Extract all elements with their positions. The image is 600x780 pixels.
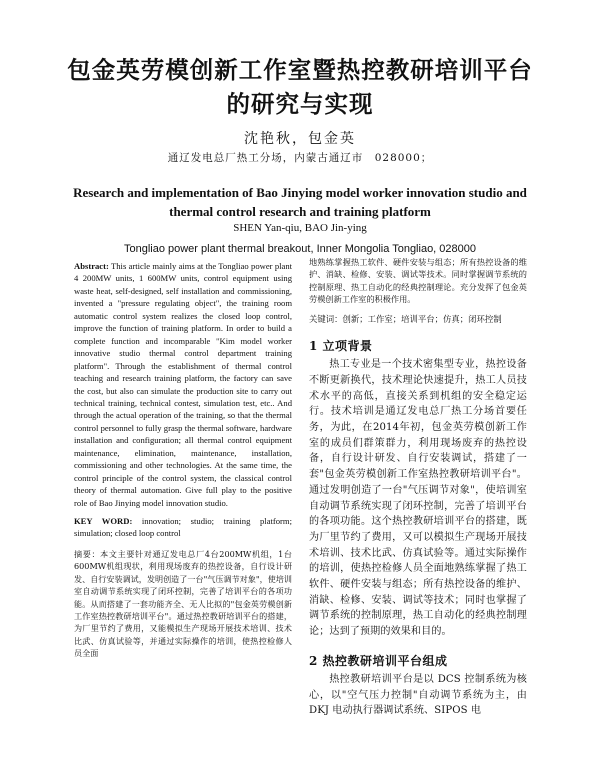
paper-title-en-line2: thermal control research and training platform — [169, 204, 431, 219]
section-2-heading: 2 热控教研培训平台组成 — [309, 653, 448, 668]
abstract-cn-text: 本文主要针对通辽发电总厂4台200MW机组，1台600MW机组现状，利用现场废弃的热控设备，自行设计研发、自行安装调试，发明创造了一台"气压调节对象"，使培训室自动调节系统实现了闭环控制，完善了培训平台的各项功能。从而搭建了一套功能齐全、无人比拟的"包金英劳模创新工作室热控教研培训平台"。通过热控教研培训平台的搭建，为厂里节约了费用，又能模拟生产现场开展技术培训、技术比武、仿真试验等，并通过实际操作的培训，使热控检修人员全面 — [74, 548, 292, 659]
affiliation-cn: 通辽发电总厂热工分场，内蒙古通辽市 028000； — [167, 152, 433, 164]
abstract-cn-label: 摘要： — [74, 548, 101, 559]
paper-title-cn-line2: 的研究与实现 — [226, 90, 374, 118]
section-1-heading: 1 立项背景 — [309, 339, 373, 354]
keywords-en-text: innovation; studio; training platform; simulation; closed loop control — [74, 516, 292, 539]
affiliation-en: Tongliao power plant thermal breakout, Inner Mongolia Tongliao, 028000 — [123, 243, 477, 255]
keywords-cn — [309, 313, 527, 325]
abstract-en-text: This article mainly aims at the Tongliao power plant 4 200MW units, 1 600MW units, control equipment using waste heat, self-designed, self installation and commissioning, invented a "pressure regulating object", the training room automatic control system realizes the closed loop control, improve the function of training platform. In order to build a complete function and incomparable "Kim model worker innovative studio thermal control department training platform". Through the establishment of thermal control teaching and research training platform, the factory can save the cost, but also can simulate the production site to carry out technical training, technical contest, simulation test, etc.. And through the actual operation of the training, so that the thermal control personnel to fully grasp the thermal software, hardware installation and configuration; all thermal control equipment maintenance, elimination, maintenance, installation, commissioning and other technologies. At the same time, the control principle of the control system, the classical control theory of thermal automation. Give full play to the positive role of Bao Jinying model innovation studio. — [74, 261, 292, 508]
keywords-cn-label: 关键词： — [309, 314, 343, 325]
section-1-paragraph: 热工专业是一个技术密集型专业，热控设备不断更新换代，技术理论快速提升，热工人员技术水平的高低，直接关系到机组的安全稳定运行。技术培训是通辽发电总厂热工分场首要任务，为此，在2014年初，包金英劳模创新工作室的成员们群策群力，利用现场废弃的热控设备，自行设计研发、自行安装调试，搭建了一套"包金英劳模创新工作室热控教研培训平台"。通过发明创造了一台"气压调节对象"，使培训室自动调节系统实现了闭环控制，完善了培训平台的各项功能。这个热控教研培训平台的搭建，既为厂里节约了费用，又可以模拟生产现场开展技术培训、技术比武、仿真试验等。通过实际操作的培训，使热控检修人员全面地熟练掌握了热工软件、硬件安装与组态；所有热控设备的维护、消缺、检修、安装、调试等技术；同时也掌握了调节系统的控制原理，热工自动化的经典控制理论；达到了预期的效果和目的。 — [309, 359, 527, 638]
authors-cn: 沈艳秋，包金英 — [244, 131, 356, 147]
keywords-en-label: KEY WORD: — [74, 516, 133, 527]
abstract-cn-continued: 地熟练掌握热工软件、硬件安装与组态；所有热控设备的维护、消缺、检修、安装、调试等技术。同时掌握调节系统的控制原理、热工自动化的经典控制理论。充分发挥了包金英劳模创新工作室的积极作用。 — [309, 257, 527, 304]
abstract-cn — [74, 548, 292, 660]
right-column — [309, 256, 527, 719]
keywords-en — [74, 515, 292, 540]
abstract-en — [74, 260, 292, 509]
left-column — [74, 260, 292, 660]
abstract-en-label: Abstract: — [74, 261, 109, 271]
paper-title-cn-line1: 包金英劳模创新工作室暨热控教研培训平台 — [67, 56, 533, 84]
paper-title-en-line1: Research and implementation of Bao Jinying model worker innovation studio and — [73, 185, 527, 200]
section-2-paragraph: 热控教研培训平台是以 DCS 控制系统为核心，以"空气压力控制"自动调节系统为主，由 DKJ 电动执行器调试系统、SIPOS 电 — [309, 673, 527, 717]
keywords-cn-text: 创新；工作室；培训平台；仿真；闭环控制 — [342, 314, 502, 325]
authors-en: SHEN Yan-qiu, BAO Jin-ying — [233, 222, 367, 234]
